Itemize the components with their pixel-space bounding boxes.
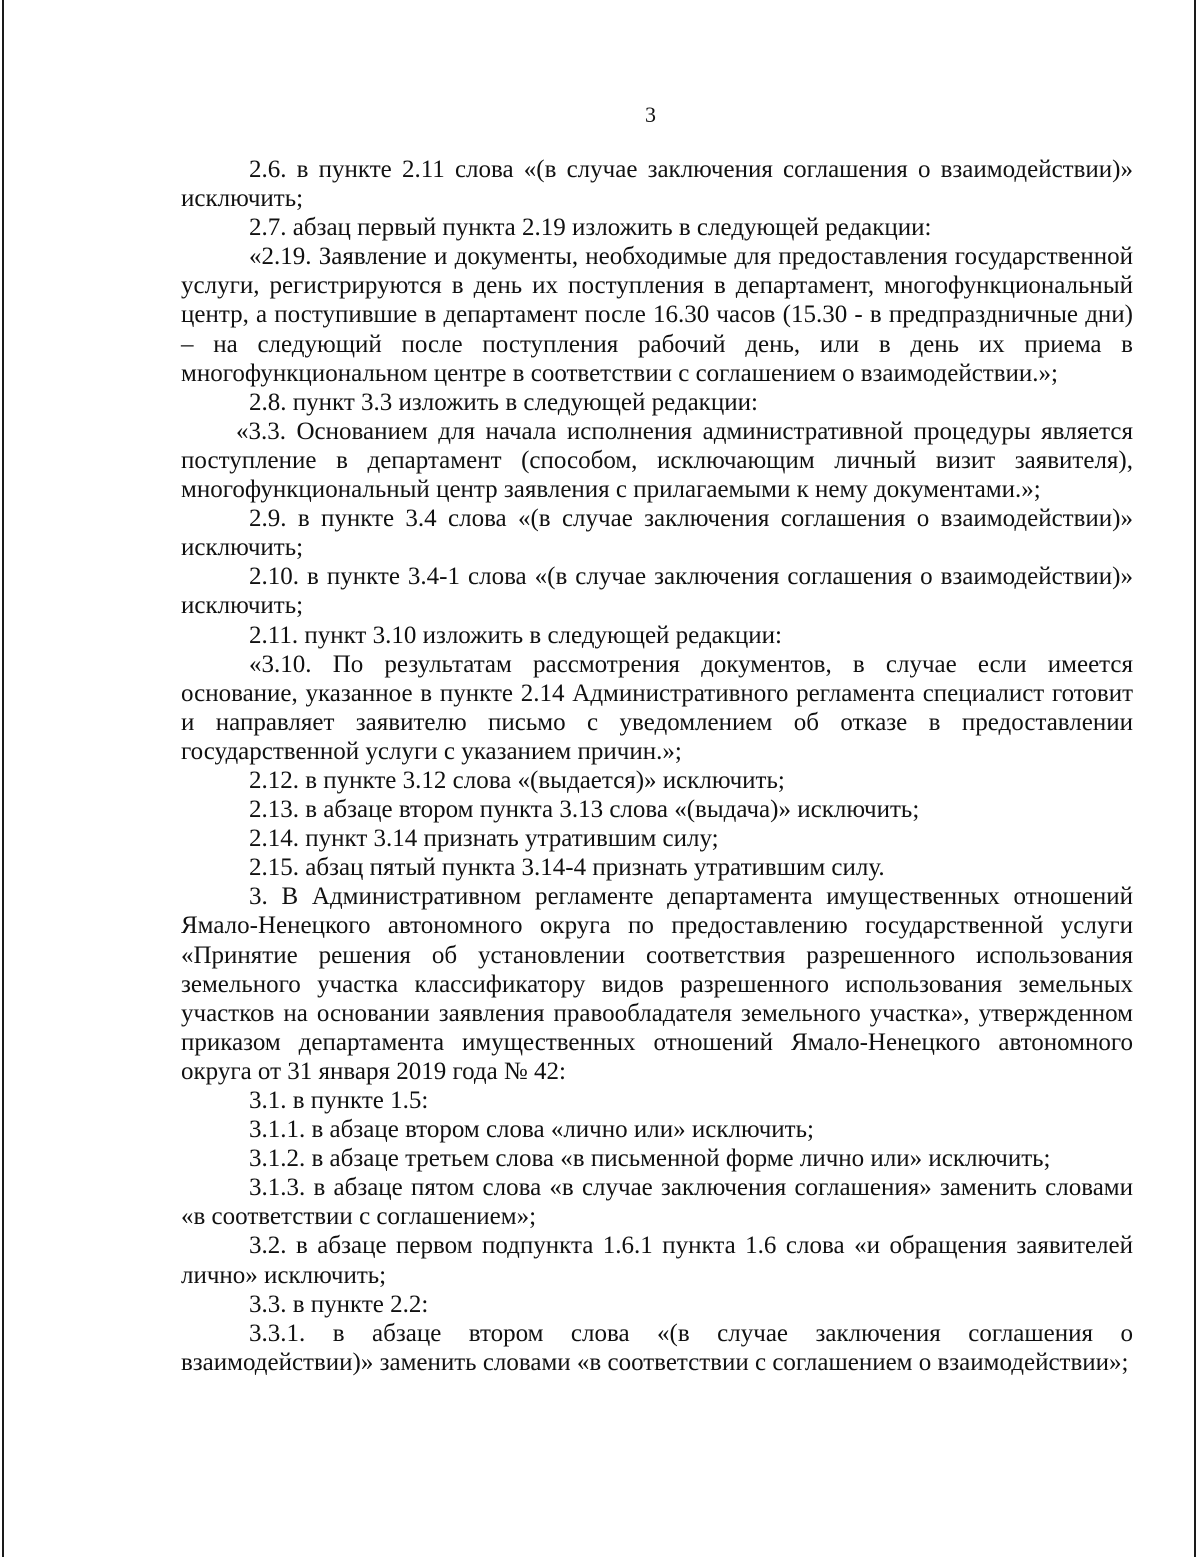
paragraph: 3.2. в абзаце первом подпункта 1.6.1 пункта 1.6 слова «и обращения заявителей лично» исключить; bbox=[181, 1232, 1133, 1289]
document-body bbox=[181, 155, 1133, 1377]
page-number: 3 bbox=[645, 102, 656, 127]
paragraph: 2.7. абзац первый пункта 2.19 изложить в следующей редакции: bbox=[249, 214, 932, 242]
paragraph: 3.3. в пункте 2.2: bbox=[249, 1290, 429, 1318]
paragraph: «3.10. По результатам рассмотрения документов, в случае если имеется основание, указанное в пункте 2.14 Административного регламента специалист готовит и направляет заявителю письмо с уведомлением об отказе в предоставлении государственной услуги с указанием причин.»; bbox=[181, 650, 1133, 765]
paragraph: 2.9. в пункте 3.4 слова «(в случае заключения соглашения о взаимодействии)» исключить; bbox=[181, 505, 1133, 562]
paragraph: 2.10. в пункте 3.4-1 слова «(в случае заключения соглашения о взаимодействии)» исключить; bbox=[181, 563, 1133, 620]
paragraph: 2.12. в пункте 3.12 слова «(выдается)» исключить; bbox=[249, 766, 785, 794]
paragraph: 2.6. в пункте 2.11 слова «(в случае заключения соглашения о взаимодействии)» исключить; bbox=[181, 156, 1133, 213]
paragraph: 3. В Административном регламенте департамента имущественных отношений Ямало-Ненецкого автономного округа по предоставлению государственной услуги «Принятие решения об установлении соответствия разрешенного использования земельного участка классификатору видов разрешенного использования земельных участков на основании заявления правообладателя земельного участка», утвержденном приказом департамента имущественных отношений Ямало-Ненецкого автономного округа от 31 января 2019 года № 42: bbox=[181, 883, 1133, 1085]
paragraph: 2.15. абзац пятый пункта 3.14-4 признать утратившим силу. bbox=[249, 854, 885, 882]
paragraph: 2.14. пункт 3.14 признать утратившим силу; bbox=[249, 825, 719, 853]
paragraph: «3.3. Основанием для начала исполнения административной процедуры является поступление в департамент (способом, исключающим личный визит заявителя), многофункциональный центр заявления с прилагаемыми к нему документами.»; bbox=[181, 417, 1133, 504]
paragraph: 3.1.1. в абзаце втором слова «лично или» исключить; bbox=[249, 1116, 814, 1144]
paragraph: «2.19. Заявление и документы, необходимые для предоставления государственной услуги, регистрируются в день их поступления в департамент, многофункциональный центр, а поступившие в департамент после 16.30 часов (15.30 - в предпраздничные дни) – на следующий после поступления рабочий день, или в день их приема в многофункциональном центре в соответствии с соглашением о взаимодействии.»; bbox=[181, 243, 1133, 387]
paragraph: 3.1.3. в абзаце пятом слова «в случае заключения соглашения» заменить словами «в соответствии с соглашением»; bbox=[181, 1174, 1133, 1231]
paragraph: 2.13. в абзаце втором пункта 3.13 слова «(выдача)» исключить; bbox=[249, 796, 920, 824]
paragraph: 3.1. в пункте 1.5: bbox=[249, 1087, 429, 1114]
paragraph: 2.8. пункт 3.3 изложить в следующей редакции: bbox=[249, 388, 758, 416]
scan-border-left bbox=[2, 0, 4, 1557]
scan-border-right bbox=[1194, 0, 1196, 1557]
paragraph: 3.1.2. в абзаце третьем слова «в письменной форме лично или» исключить; bbox=[249, 1145, 1051, 1173]
paragraph: 3.3.1. в абзаце втором слова «(в случае заключения соглашения о взаимодействии)» заменить словами «в соответствии с соглашением о взаимодействии»; bbox=[181, 1319, 1133, 1376]
paragraph: 2.11. пункт 3.10 изложить в следующей редакции: bbox=[249, 621, 782, 649]
